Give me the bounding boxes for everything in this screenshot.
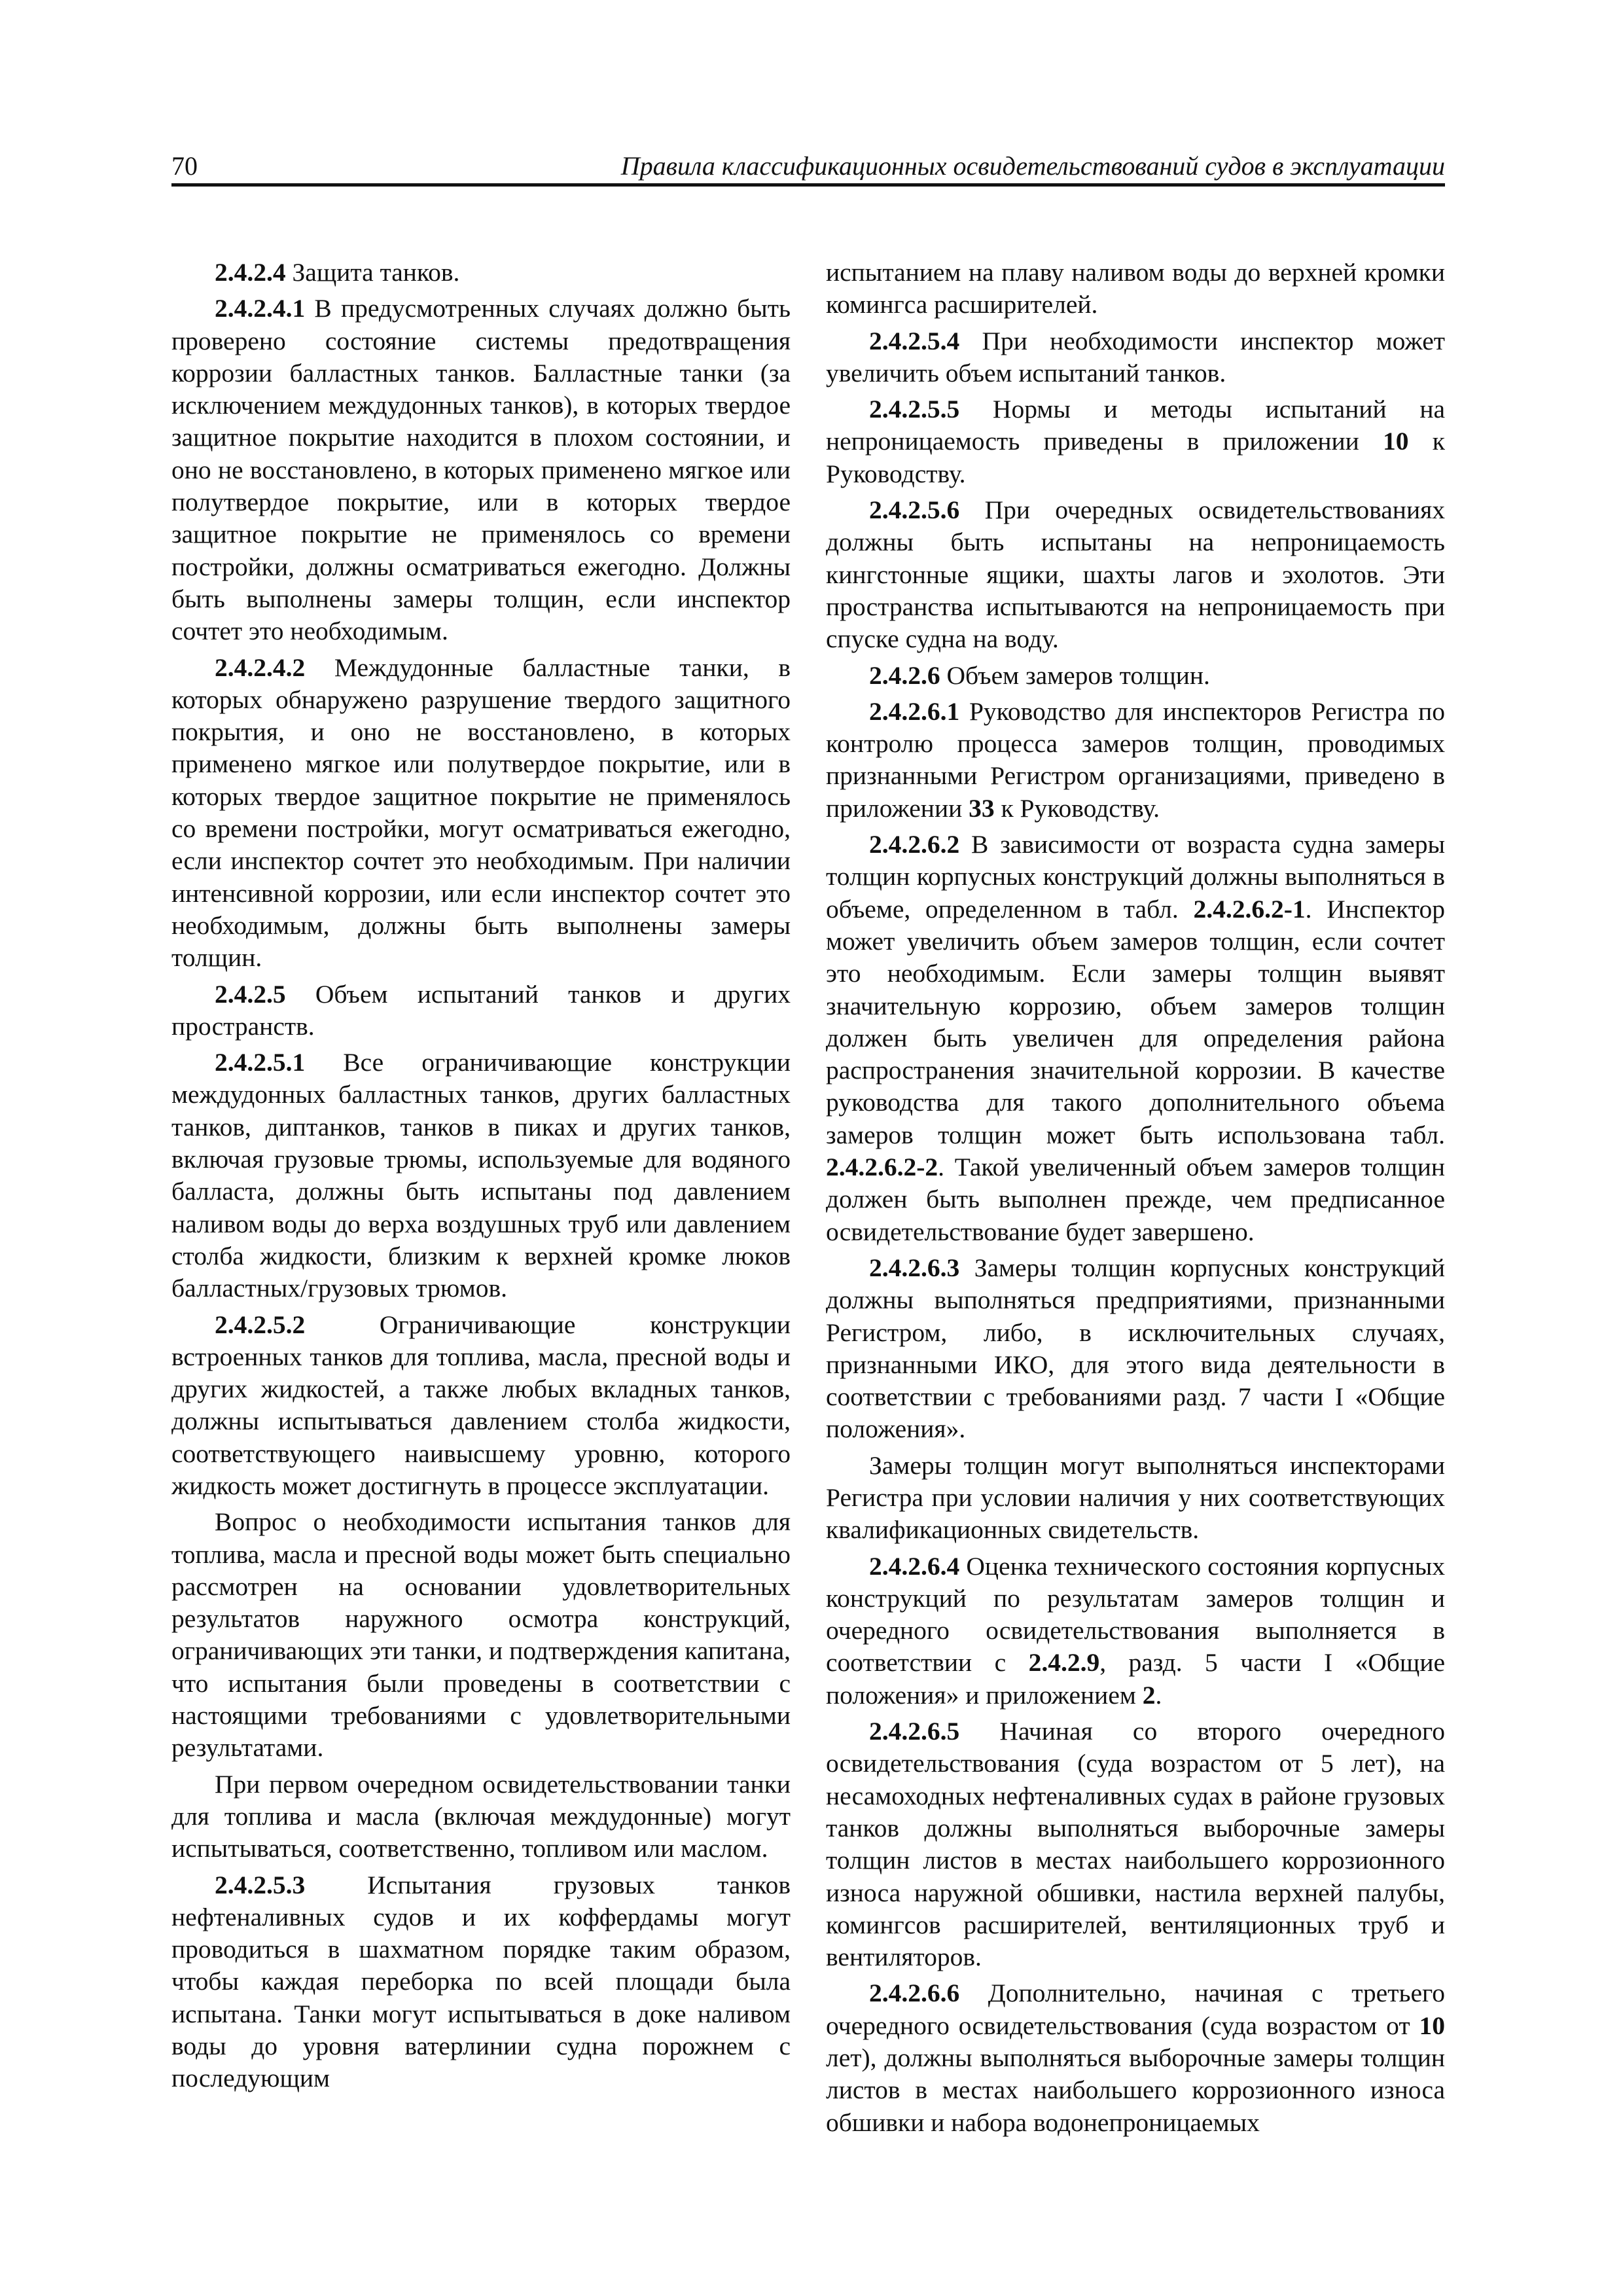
paragraph: 2.4.2.6.2 В зависимости от возраста судна замеры толщин корпусных конструкций должны выполняться в объеме, определенном в табл. 2.4.2.6.2-1. Инспектор может увеличить объем замеров толщин, если сочтет это необходимым. Если замеры толщин выявят значительную коррозию, объем замеров толщин должен быть увеличен для определения района распространения значительной коррозии. В качестве руководства для такого дополнительного объема замеров толщин может быть использована табл. 2.4.2.6.2-2. Такой увеличенный объем замеров толщин должен быть выполнен прежде, чем предписанное освидетельствование будет завершено. [826,830,1445,1246]
page-number: 70 [171,151,198,181]
paragraph: 2.4.2.5.2 Ограничивающие конструкции встроенных танков для топлива, масла, пресной воды и других жидкостей, а также любых вкладных танков, должны испытываться давлением столба жидкости, соответствующего наивысшему уровню, которого жидкость может достигнуть в процессе эксплуатации. [171,1310,791,1500]
page-header [171,145,1445,187]
paragraph: 2.4.2.6.5 Начиная со второго очередного освидетельствования (суда возрастом от 5 лет), на несамоходных нефтеналивных судах в районе грузовых танков должны выполняться выборочные замеры толщин листов в местах наибольшего коррозионного износа наружной обшивки, настила верхней палубы, комингсов расширителей, вентиляционных труб и вентиляторов. [826,1717,1445,1972]
paragraph: 2.4.2.5.3 Испытания грузовых танков нефтеналивных судов и их коффердамы могут проводиться в шахматном порядке таким образом, чтобы каждая переборка по всей площади была испытана. Танки могут испытываться в доке наливом воды до уровня ватерлинии судна порожнем с последующим [171,1870,791,2093]
left-column [171,257,791,2095]
paragraph: 2.4.2.5.1 Все ограничивающие конструкции междудонных балластных танков, других балластных танков, диптанков, танков в пиках и других танков, включая грузовые трюмы, используемые для водяного балласта, должны быть испытаны под давлением наливом воды до верха воздушных труб или давлением столба жидкости, близким к верхней кромке люков балластных/грузовых трюмов. [171,1048,791,1303]
paragraph: 2.4.2.4.2 Междудонные балластные танки, в которых обнаружено разрушение твердого защитного покрытия, и оно не восстановлено, в которых применено мягкое или полутвердое покрытие, или в которых твердое защитное покрытие не применялось со времени постройки, могут осматриваться ежегодно, если инспектор сочтет это необходимым. При наличии интенсивной коррозии, или если инспектор сочтет это необходимым, должны быть выполнены замеры толщин. [171,653,791,973]
paragraph: 2.4.2.5 Объем испытаний танков и других пространств. [171,979,791,1041]
running-title: Правила классификационных освидетельствований судов в эксплуатации [620,151,1445,181]
paragraph: 2.4.2.6.4 Оценка технического состояния корпусных конструкций по результатам замеров толщин и очередного освидетельствования выполняется в соответствии с 2.4.2.9, разд. 5 части I «Общие положения» и приложением 2. [826,1551,1445,1710]
paragraph: При первом очередном освидетельствовании танки для топлива и масла (включая междудонные) могут испытываться, соответственно, топливом или маслом. [171,1769,791,1863]
right-column [826,257,1445,2139]
paragraph: 2.4.2.6.6 Дополнительно, начиная с третьего очередного освидетельствования (суда возрастом от 10 лет), должны выполняться выборочные замеры толщин листов в местах наибольшего коррозионного износа обшивки и набора водонепроницаемых [826,1979,1445,2137]
paragraph: 2.4.2.4 Защита танков. [215,258,460,287]
paragraph: 2.4.2.5.6 При очередных освидетельствованиях должны быть испытаны на непроницаемость кингстонные ящики, шахты лагов и эхолотов. Эти пространства испытываются на непроницаемость при спуске судна на воду. [826,495,1445,654]
paragraph: 2.4.2.6.1 Руководство для инспекторов Регистра по контролю процесса замеров толщин, проводимых признанными Регистром организациями, приведено в приложении 33 к Руководству. [826,696,1445,823]
paragraph: Замеры толщин могут выполняться инспекторами Регистра при условии наличия у них соответствующих квалификационных свидетельств. [826,1450,1445,1545]
paragraph: 2.4.2.6 Объем замеров толщин. [869,660,1210,690]
paragraph: 2.4.2.5.5 Нормы и методы испытаний на непроницаемость приведены в приложении 10 к Руководству. [826,395,1445,488]
paragraph-continued: испытанием на плаву наливом воды до верхней кромки комингса расширителей. [826,258,1445,319]
paragraph: 2.4.2.5.4 При необходимости инспектор может увеличить объем испытаний танков. [826,326,1445,387]
paragraph: 2.4.2.6.3 Замеры толщин корпусных конструкций должны выполняться предприятиями, признанными Регистром, либо, в исключительных случаях, признанными ИКО, для этого вида деятельности в соответствии с требованиями разд. 7 части I «Общие положения». [826,1253,1445,1444]
paragraph: 2.4.2.4.1 В предусмотренных случаях должно быть проверено состояние системы предотвращения коррозии балластных танков. Балластные танки (за исключением междудонных танков), в которых твердое защитное покрытие находится в плохом состоянии, и оно не восстановлено, в которых применено мягкое или полутвердое покрытие, или в которых твердое защитное покрытие не применялось со времени постройки, должны осматриваться ежегодно. Должны быть выполнены замеры толщин, если инспектор сочтет это необходимым. [171,294,791,646]
paragraph: Вопрос о необходимости испытания танков для топлива, масла и пресной воды может быть специально рассмотрен на основании удовлетворительных результатов наружного осмотра конструкций, ограничивающих эти танки, и подтверждения капитана, что испытания были проведены в соответствии с настоящими требованиями с удовлетворительными результатами. [171,1507,791,1763]
